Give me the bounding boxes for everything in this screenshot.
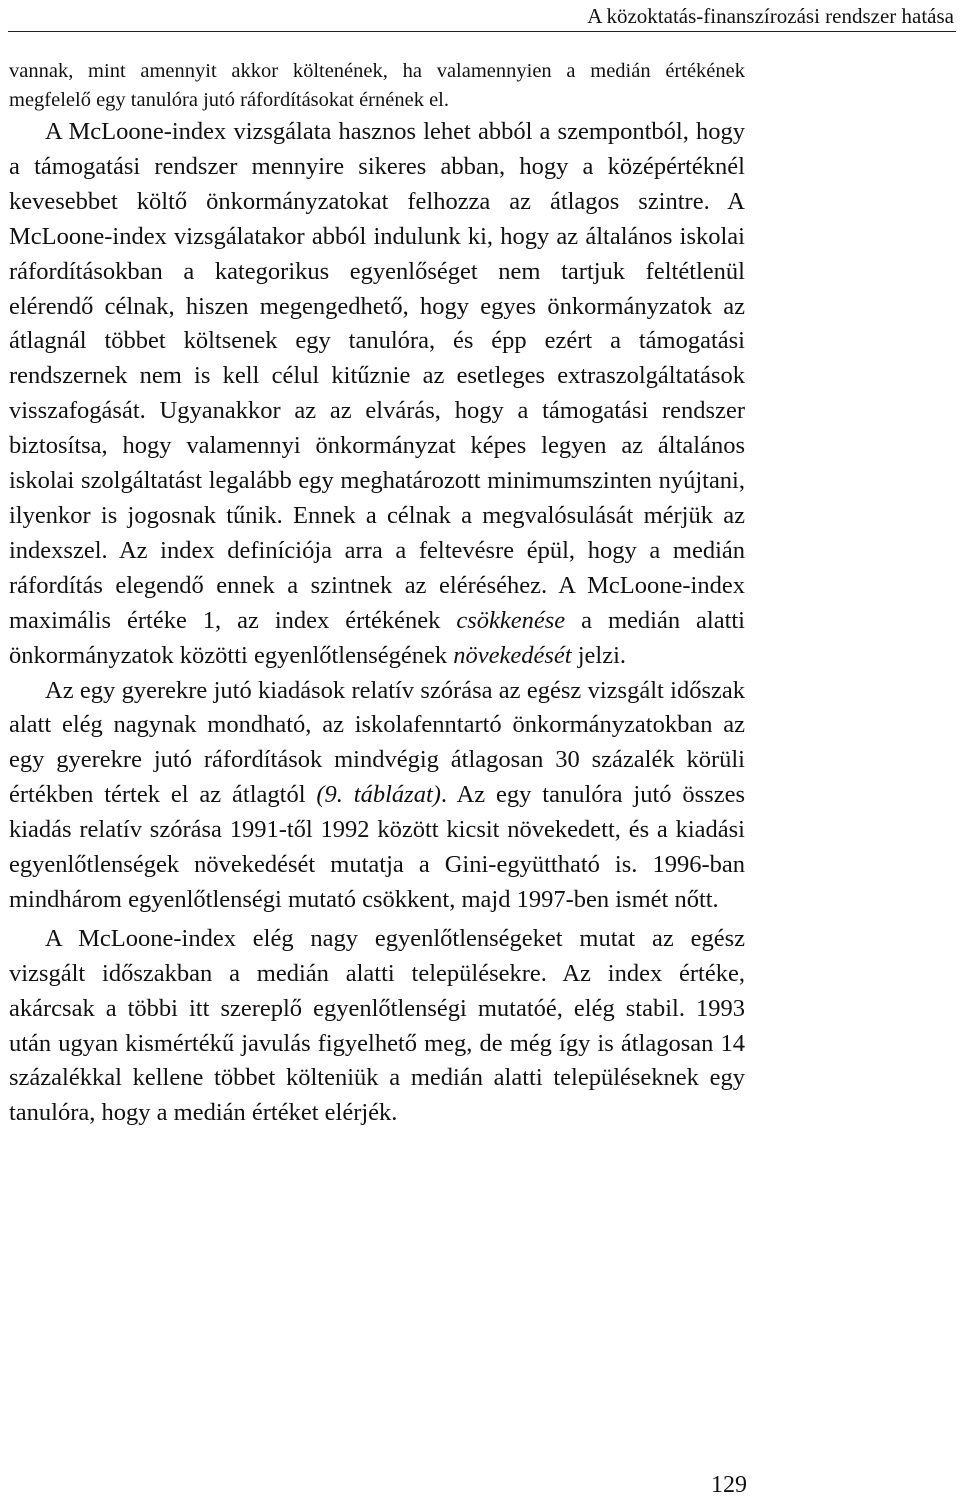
page-number: 129 [711,1472,747,1498]
paragraph-relative-deviation-end: . Az egy tanulóra jutó összes kiadás relatív szórása 1991-től 1992 között kicsit növekedett, és a kiadási egyenlőtlenségek növekedését mutatja a Gini-együttható is. 1996-ban mindhárom egyenlőtlenségi mutató csökkent, majd 1997-ben ismét nőtt. [9,781,745,913]
header-rule [8,31,956,32]
paragraph-continued: vannak, mint amennyit akkor költenének, ha valamennyien a medián értékének megfelelő egy tanulóra jutó ráfordításokat érnének el. [9,60,745,111]
paragraph-mcloone-intro [9,115,745,674]
paragraph-relative-deviation-start: Az egy gyerekre jutó kiadások relatív szórása az egész vizsgált időszak alatt elég nagynak mondható, az iskolafenntartó önkormányzatokban az egy gyerekre jutó ráfordítások mindvégig átlagosan 30 százalék körüli értékben tértek el az átlagtól [9,676,745,809]
paragraph-mcloone-intro-body: A McLoone-index vizsgálatakor abból indulunk ki, hogy az általános iskolai ráfordításokban a kategorikus egyenlőséget nem tartjuk feltétlenül elérendő célnak, hiszen megengedhető, hogy egyes önkormányzatok az átlagnál többet költsenek egy tanulóra, és épp ezért a támogatási rendszernek nem is kell célul kitűznie az esetleges extraszolgáltatások visszafogását. Ugyanakkor az az elvárás, hogy a támogatási rendszer biztosítsa, hogy valamennyi önkormányzat képes legyen az általános iskolai szolgáltatást legalább egy meghatározott minimumszinten nyújtani, ilyenkor is jogosnak tűnik. Ennek a célnak a megvalósulását mérjük az indexszel. Az index definíciója arra a feltevésre épül, hogy a medián ráfordítás elegendő ennek a szintnek az eléréséhez. A McLoone-index maximális értéke 1, az index értékének [9,187,745,634]
paragraph-mcloone-results: A McLoone-index elég nagy egyenlőtlenségeket mutat az egész vizsgált időszakban a medián alatti településekre. Az index értéke, akárcsak a többi itt szereplő egyenlőtlenségi mutatóé, elég stabil. 1993 után ugyan kismértékű javulás figyelhető meg, de még így is átlagosan 14 százalékkal kellene többet költeniük a medián alatti településeknek egy tanulóra, hogy a medián értéket elérjék. [9,924,745,1127]
paragraph-mcloone-intro-mid: a medián alatti önkormányzatok közötti egyenlőtlenségének [9,606,745,669]
table-reference: (9. táblázat) [316,781,441,809]
emphasis-increase: növekedését [453,641,572,669]
paragraph-mcloone-intro-end: jelzi. [571,641,627,669]
paragraph-relative-deviation [9,674,745,918]
emphasis-decrease: csökkenése [456,606,566,634]
running-head: A közoktatás-finanszírozási rendszer hatása [587,4,954,28]
paragraph-mcloone-intro-lead: A McLoone-index vizsgálata hasznos lehet abból a szempontból, hogy a támogatási rendszer mennyire sikeres abban, hogy a középértéknél kevesebbet költő önkormányzatokat felhozza az átlagos szintre. [9,118,745,215]
body-text [9,57,745,1131]
